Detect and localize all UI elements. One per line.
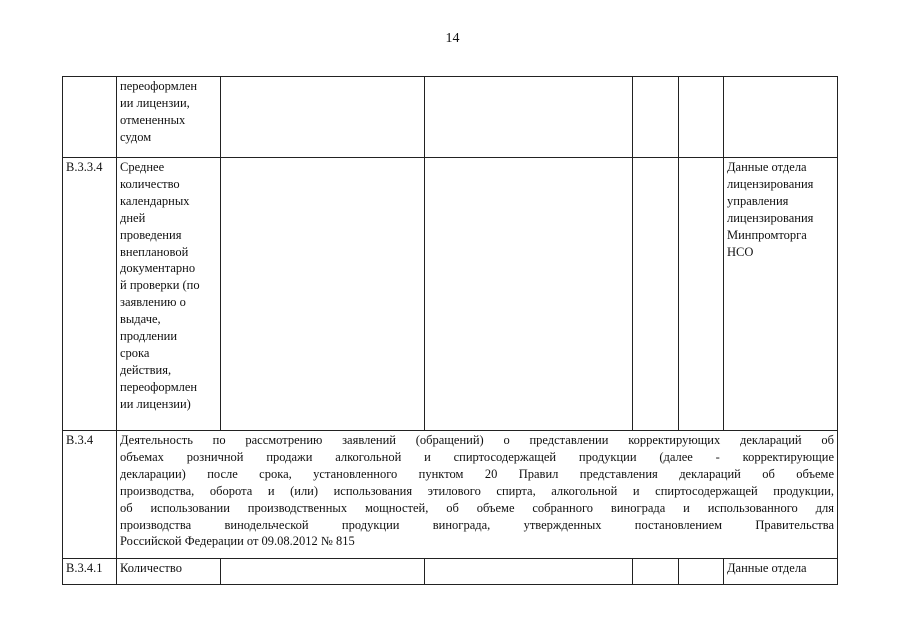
empty-cell [679,559,724,585]
table-row [63,158,838,431]
empty-cell [633,559,679,585]
section-description-line: декларации) после срока, установленного пунктом 20 Правил представления деклараций об объеме [120,466,834,481]
indicator-name: Количество [120,561,182,575]
table-row [63,77,838,158]
indicator-name: Среднее количество календарных дней проведения внеплановой документарно й проверки (по заявлению о выдаче, продлении срока действия, переоформлен ии лицензии) [120,160,200,411]
source-cell [724,77,838,158]
indicator-name: переоформлен ии лицензии, отмененных судом [120,79,198,144]
section-description-line: Деятельность по рассмотрению заявлений (обращений) о представлении корректирующих деклараций об [120,433,834,447]
section-description-cell [117,431,838,559]
page-number: 14 [445,31,460,46]
table-row [63,559,838,585]
empty-cell [425,158,633,431]
code-cell [63,158,117,431]
section-description-line: производства винодельческой продукции винограда, утвержденных постановлением Правительства [120,517,834,532]
code-cell [63,431,117,559]
data-source: Данные отдела лицензирования управления лицензирования Минпромторга НСО [727,160,814,259]
section-description-line: объемах розничной продажи алкогольной и спиртосодержащей продукции (далее - корректирующие [120,449,834,464]
empty-cell [679,77,724,158]
data-source: Данные отдела [727,561,807,575]
empty-cell [425,77,633,158]
section-description-line: производства, оборота и (или) использования этилового спирта, алкогольной и спиртосодержащей продукции, [120,483,834,498]
section-description-line: Российской Федерации от 09.08.2012 № 815 [120,534,355,549]
empty-cell [633,77,679,158]
table-row [63,431,838,559]
code-cell [63,77,117,158]
indicator-cell [117,559,221,585]
source-cell [724,158,838,431]
source-cell [724,559,838,585]
indicator-cell [117,77,221,158]
empty-cell [425,559,633,585]
empty-cell [633,158,679,431]
code-cell [63,559,117,585]
empty-cell [221,158,425,431]
section-code: В.3.4 [66,433,94,447]
indicators-table [62,76,838,585]
section-description-line: об использовании производственных мощностей, об объеме собранного винограда и использованного для [120,500,834,515]
row-code: В.3.4.1 [66,561,103,575]
empty-cell [221,77,425,158]
row-code: В.3.3.4 [66,160,103,174]
empty-cell [221,559,425,585]
empty-cell [679,158,724,431]
indicator-cell [117,158,221,431]
